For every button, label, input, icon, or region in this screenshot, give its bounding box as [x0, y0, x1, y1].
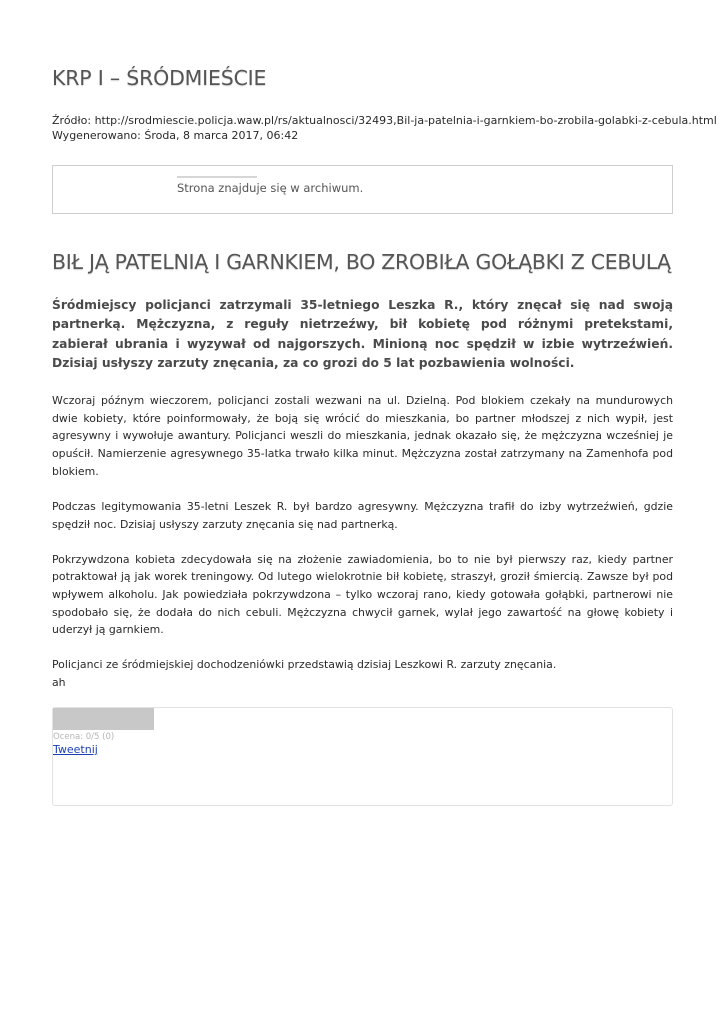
generated-line: Wygenerowano: Środa, 8 marca 2017, 06:42 — [52, 128, 299, 142]
site-title: KRP I – ŚRÓDMIEŚCIE — [52, 66, 267, 90]
tweet-link[interactable]: Tweetnij — [53, 743, 98, 756]
rating-score: Ocena: 0/5 (0) — [53, 732, 115, 742]
article-body — [52, 392, 673, 692]
article-title: BIŁ JĄ PATELNIĄ I GARNKIEM, BO ZROBIŁA GOŁĄBKI Z CEBULĄ — [52, 250, 671, 274]
archive-notice-divider — [177, 176, 257, 178]
article-paragraph — [52, 656, 673, 691]
rating-stars-bar[interactable] — [53, 708, 154, 730]
rating-box — [52, 707, 673, 806]
article-paragraph: Podczas legitymowania 35-letni Leszek R. był bardzo agresywny. Mężczyzna trafił do izby wytrzeźwień, gdzie spędził noc. Dzisiaj usłyszy zarzuty znęcania się nad partnerką. — [52, 499, 673, 531]
article-paragraph: Wczoraj późnym wieczorem, policjanci zostali wezwani na ul. Dzielną. Pod blokiem czekały na mundurowych dwie kobiety, które poinformowały, że boją się wrócić do mieszkania, bo partner młodszej z nich wypił, jest agresywny i wywołuje awantury. Policjanci weszli do mieszkania, jednak okazało się, że mężczyzna wcześniej je opuścił. Namierzenie agresywnego 35-latka trwało kilka minut. Mężczyzna został zatrzymany na Zamenhofa pod blokiem. — [52, 394, 673, 478]
article-signature: ah — [52, 676, 66, 690]
article-paragraph-text: Policjanci ze śródmiejskiej dochodzeniówki przedstawią dzisiaj Leszkowi R. zarzuty znęcania. — [52, 658, 557, 672]
archive-notice-text: Strona znajduje się w archiwum. — [177, 181, 364, 195]
article-paragraph: Pokrzywdzona kobieta zdecydowała się na złożenie zawiadomienia, bo to nie był pierwszy raz, kiedy partner potraktował ją jak worek treningowy. Od lutego wielokrotnie bił kobietę, straszył, groził śmiercią. Zawsze był pod wpływem alkoholu. Jak powiedziała pokrzywdzona – tylko wczoraj rano, kiedy gotowała gołąbki, partnerowi nie spodobało się, że dodała do nich cebuli. Mężczyzna chwycił garnek, wylał jego zawartość na głowę kobiety i uderzył ją garnkiem. — [52, 552, 673, 637]
article-lead: Śródmiejscy policjanci zatrzymali 35-letniego Leszka R., który znęcał się nad swoją partnerką. Mężczyzna, z reguły nietrzeźwy, bił kobietę pod różnymi pretekstami, zabierał ubrania i wyzywał od najgorszych. Minioną noc spędził w izbie wytrzeźwień. Dzisiaj usłyszy zarzuty znęcania, za co grozi do 5 lat pozbawienia wolności. — [52, 298, 673, 370]
document-meta — [52, 114, 717, 143]
source-line: Źródło: http://srodmiescie.policja.waw.pl/rs/aktualnosci/32493,Bil-ja-patelnia-i-garnkiem-bo-zrobila-golabki-z-cebula.html — [52, 114, 717, 127]
archive-notice-box — [52, 165, 673, 214]
